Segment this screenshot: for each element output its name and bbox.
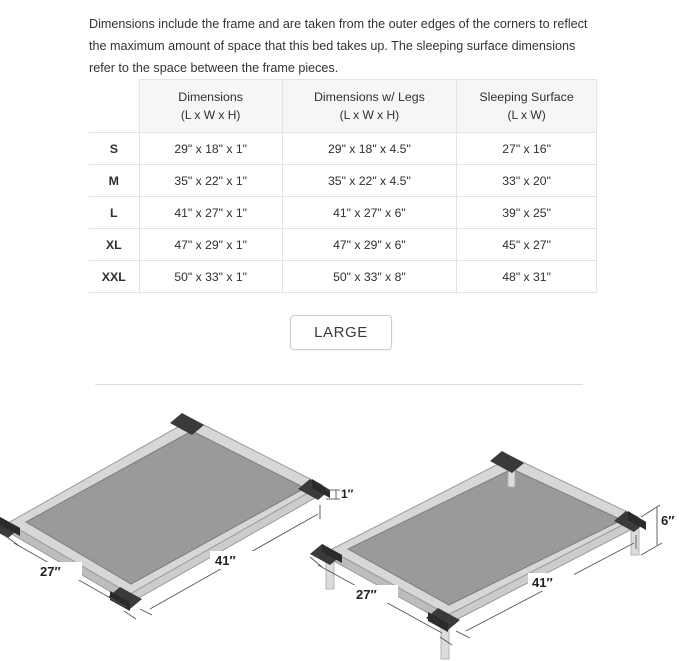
row-sleeping-surface: 33" x 20" [457,165,597,197]
header-sleeping-main: Sleeping Surface [479,90,574,104]
table-row [89,165,597,197]
row-dimensions-legs: 47" x 29" x 6" [282,229,457,261]
selected-size-badge[interactable]: LARGE [290,315,392,350]
table-row [89,261,597,293]
row-dimensions-legs: 41" x 27" x 6" [282,197,457,229]
row-dimensions-legs: 29" x 18" x 4.5" [282,133,457,165]
row-dimensions: 29" x 18" x 1" [139,133,282,165]
left-bed-illustration [0,413,354,619]
row-size-label: L [89,197,139,229]
right-bed-length-ext-1 [456,631,470,638]
left-bed-length-ext-1 [140,609,152,615]
row-dimensions: 50" x 33" x 1" [139,261,282,293]
row-dimensions: 47" x 29" x 1" [139,229,282,261]
row-size-label: XXL [89,261,139,293]
row-sleeping-surface: 45" x 27" [457,229,597,261]
header-dimensions-main: Dimensions [178,90,243,104]
left-bed-length-label: 41″ [215,553,236,568]
right-bed-illustration [310,451,674,659]
table-header-sleeping-surface [457,80,597,133]
row-dimensions-legs: 50" x 33" x 8" [282,261,457,293]
section-divider [95,384,583,385]
left-bed-width-label: 27″ [40,564,61,579]
right-bed-height-ext-bottom [641,543,662,555]
row-dimensions: 41" x 27" x 1" [139,197,282,229]
row-dimensions: 35" x 22" x 1" [139,165,282,197]
left-bed-width-ext-2 [124,611,136,619]
row-size-label: XL [89,229,139,261]
row-size-label: M [89,165,139,197]
bed-dimensions-illustration [0,395,679,661]
left-bed-height-label: 1″ [341,487,354,501]
table-body [89,133,597,293]
right-bed-width-label: 27″ [356,587,377,602]
table-row [89,197,597,229]
row-sleeping-surface: 27" x 16" [457,133,597,165]
intro-paragraph: Dimensions include the frame and are taken from the outer edges of the corners to reflect the maximum amount of space that this bed takes up. The sleeping surface dimensions refer to the space between the frame pieces. [89,16,588,75]
header-dimensions-legs-sub: (L x W x H) [339,108,400,122]
right-bed-length-label: 41″ [532,575,553,590]
header-dimensions-legs-main: Dimensions w/ Legs [313,90,425,104]
table-row [89,229,597,261]
table-header-dimensions-legs [282,80,457,133]
table-header-dimensions [139,80,282,133]
table-header-corner [89,80,139,133]
row-sleeping-surface: 39" x 25" [457,197,597,229]
dimensions-table [89,79,597,293]
row-sleeping-surface: 48" x 31" [457,261,597,293]
header-dimensions-sub: (L x W x H) [180,108,241,122]
header-sleeping-sub: (L x W) [507,108,546,122]
right-bed-height-label: 6″ [661,513,675,528]
table-header [89,80,597,133]
table-header-row [89,80,597,133]
row-dimensions-legs: 35" x 22" x 4.5" [282,165,457,197]
row-size-label: S [89,133,139,165]
table-row [89,133,597,165]
